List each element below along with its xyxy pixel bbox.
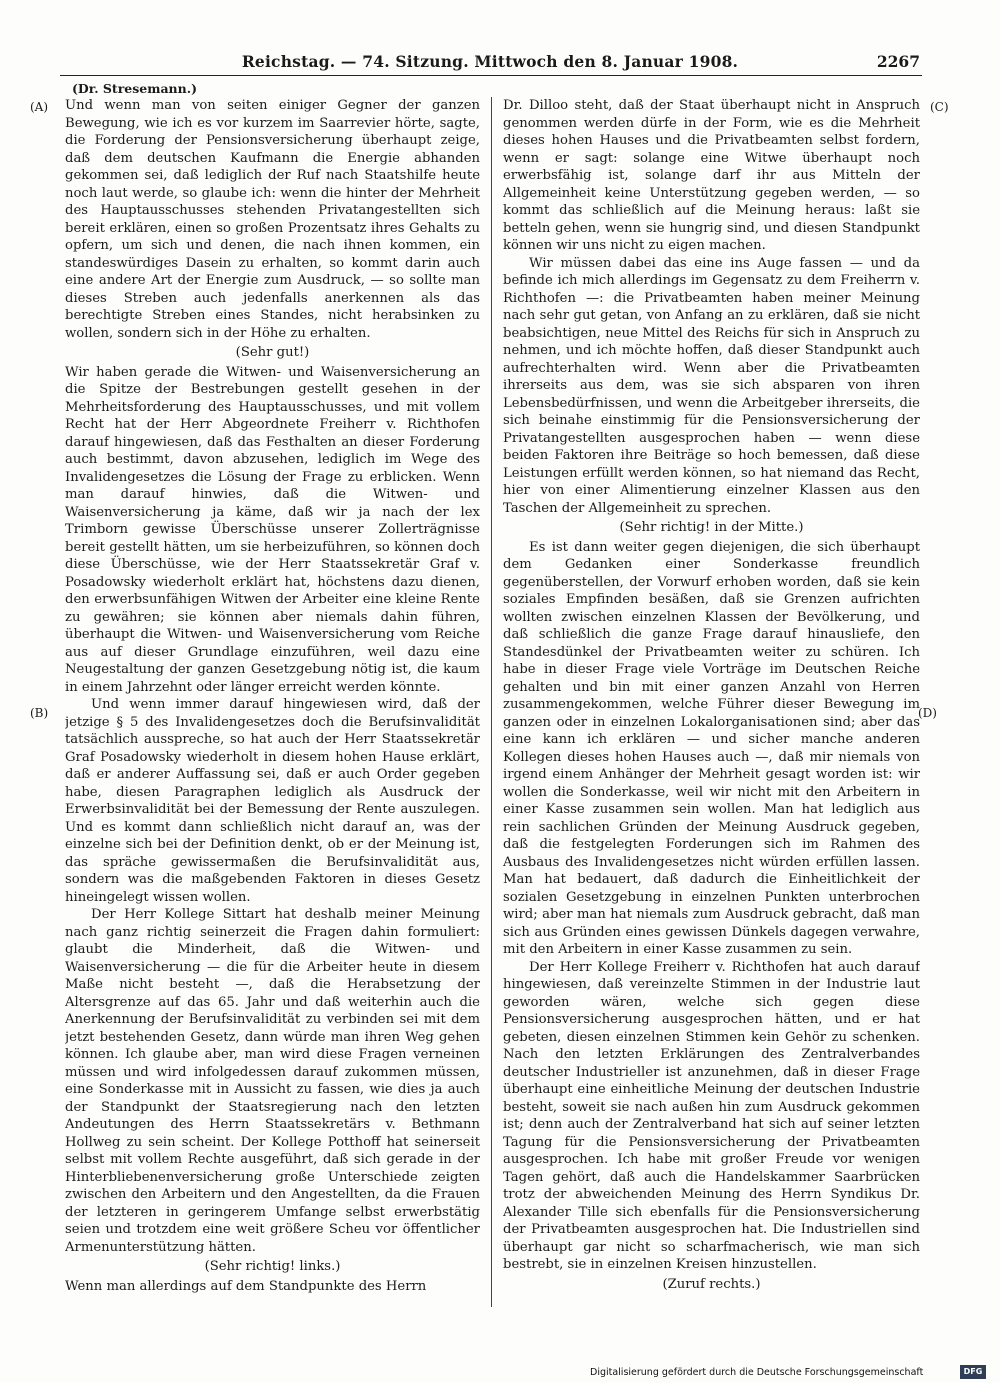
column-divider	[491, 97, 492, 1307]
paragraph: Und wenn man von seiten einiger Gegner der ganzen Bewegung, wie ich es vor kurzem im Saarrevier hörte, sagte, die Forderung der Pensionsversicherung überhaupt zeige, daß dem deutschen Kaufmann die Energie abhanden gekommen sei, daß lediglich der Ruf nach Staatshilfe heute noch laut werde, so glaube ich: wenn die hinter der Mehrheit des Hauptausschusses stehenden Privatangestellten sich bereit erklären, einen so großen Prozentsatz ihres Gehalts zu opfern, um sich und denen, die nach ihnen kommen, ein standeswürdiges Dasein zu erhalten, so kommt darin auch eine andere Art der Energie zum Ausdruck, — so sollte man dieses Streben auch jedenfalls anerkennen als das berechtigte Streben eines Standes, nicht herabsinken zu wollen, sondern sich in der Höhe zu erhalten.	[65, 98, 480, 341]
right-column	[503, 97, 920, 1312]
running-head	[60, 52, 920, 74]
paragraph: Und wenn immer darauf hingewiesen wird, daß der jetzige § 5 des Invalidengesetzes doch die Berufsinvalidität tatsächlich ausspreche, so hat auch der Herr Staatssekretär Graf Posadowsky wiederholt in diesem hohen Hause erklärt, daß er anderer Auffassung sei, daß er auch Order gegeben habe, diesen Paragraphen lediglich als Ausdruck der Erwerbsinvalidität bei der Bemessung der Rente auszulegen. Und es kommt dann schließlich nicht darauf an, was der einzelne sich bei der Definition denkt, ob er der Meinung ist, das spräche gewissermaßen die Berufsinvalidität aus, sondern was die maßgebenden Faktoren in dieses Gesetz hineingelegt wissen wollen.	[65, 697, 480, 905]
margin-mark-b: (B)	[30, 706, 49, 720]
header-title: Reichstag. — 74. Sitzung. Mittwoch den 8. Januar 1908.	[241, 52, 739, 71]
speaker-tag: (Dr. Stresemann.)	[72, 81, 197, 96]
interjection: (Zuruf rechts.)	[662, 1276, 761, 1292]
header-rule	[60, 75, 922, 76]
margin-mark-c: (C)	[930, 100, 949, 114]
interjection: (Sehr richtig! in der Mitte.)	[619, 520, 804, 535]
paragraph: Wir haben gerade die Witwen- und Waisenversicherung an die Spitze der Bestrebungen gestellt gesehen in der Mehrheitsforderung des Hauptausschusses, und mit vollem Recht hat der Herr Abgeordnete Freiherr v. Richthofen darauf hingewiesen, daß das Festhalten an dieser Forderung auch bestimmt, davon abzusehen, lediglich im Wege des Invalidengesetzes die Lösung der Frage zu erblicken. Wenn man darauf hinwies, daß die Witwen- und Waisenversicherung ja käme, daß wir ja nach der lex Trimborn gewisse Überschüsse unserer Zollerträgnisse bereit gestellt hätten, um sie herbeizuführen, so können doch diese Überschüsse, wie der Herr Staatssekretär Graf v. Posadowsky wiederholt erklärt hat, höchstens dazu dienen, den erwerbsunfähigen Witwen der Arbeiter eine kleine Rente zu gewähren; sie können aber niemals dahin führen, überhaupt die Witwen- und Waisenversicherung vom Reiche aus auf dieser Grundlage einzuführen, weil dazu eine Neugestaltung der ganzen Gesetzgebung nötig ist, die kaum in einem Jahrzehnt oder länger erreicht werden könnte.	[65, 364, 480, 695]
paragraph: Wir müssen dabei das eine ins Auge fassen — und da befinde ich mich allerdings im Gegensatz zu dem Freiherrn v. Richthofen —: die Privatbeamten haben meiner Meinung nach sehr gut getan, von Anfang an zu erklären, daß sie nicht beabsichtigen, neue Mittel des Reichs für sich in Anspruch zu nehmen, und ich möchte hoffen, daß dieser Standpunkt auch aufrechterhalten wird. Wenn aber die Privatbeamten ihrerseits aus dem, was sie sich absparen von ihren Lebensbedürfnissen, und wenn die Arbeitgeber ihrerseits, die sich beinahe einstimmig für die Pensionsversicherung der Privatangestellten ausgesprochen haben — wenn diese beiden Faktoren ihre Beiträge so hoch bemessen, daß diese Leistungen erfüllt werden können, so hat niemand das Recht, hier von einer Alimentierung einzelner Klassen aus den Taschen der Allgemeinheit zu sprechen.	[503, 255, 920, 516]
footer	[590, 1365, 990, 1381]
page-number: 2267	[876, 52, 920, 71]
paragraph: Dr. Dilloo steht, daß der Staat überhaupt nicht in Anspruch genommen werden dürfe in der Form, wie es die Mehrheit dieses hohen Hauses und die Privatbeamten selbst fordern, wenn er sagt: solange eine Witwe überhaupt noch erwerbsfähig ist, solange darf ihr aus Mitteln der Allgemeinheit keine Unterstützung gegeben werden, — so kommt das schließlich auf die Meinung heraus: laßt sie betteln gehen, wenn sie hungrig sind, und diesen Standpunkt können wir uns nicht zu eigen machen.	[503, 98, 920, 253]
paragraph: Wenn man allerdings auf dem Standpunkte des Herrn	[65, 1278, 427, 1294]
paragraph: Der Herr Kollege Sittart hat deshalb meiner Meinung nach ganz richtig seinerzeit die Fragen dahin formuliert: glaubt die Minderheit, daß die Witwen- und Waisenversicherung — die für die Arbeiter heute in diesem Maße nicht besteht —, daß die Herabsetzung der Altersgrenze auf das 65. Jahr und daß weiterhin auch die Anerkennung der Berufsinvalidität zu verbinden sei mit dem jetzt bestehenden Gesetz, dann würde man ihren Weg gehen können. Ich glaube aber, man wird diese Fragen verneinen müssen und wird infolgedessen darauf zukommen müssen, eine Sonderkasse mit in Aussicht zu fassen, wie dies ja auch der Standpunkt der Staatsregierung nach den letzten Andeutungen des Herrn Staatssekretärs v. Bethmann Hollweg zu sein scheint. Der Kollege Potthoff hat seinerseit selbst mit vollem Rechte ausgeführt, daß sich gerade in der Hinterbliebenenversicherung große Unterschiede zeigten zwischen den Arbeitern und den Angestellten, da die Frauen der letzteren in geringerem Umfange selbst erwerbstätig seien und trotzdem eine weit größere Scheu vor öffentlicher Armenunterstützung hätten.	[65, 907, 480, 1255]
left-column	[65, 97, 480, 1312]
dfg-logo: DFG	[960, 1365, 986, 1379]
interjection: (Sehr gut!)	[235, 345, 310, 360]
digitization-credit: Digitalisierung gefördert durch die Deutsche Forschungsgemeinschaft	[590, 1367, 924, 1378]
interjection: (Sehr richtig! links.)	[204, 1259, 341, 1274]
paragraph: Der Herr Kollege Freiherr v. Richthofen hat auch darauf hingewiesen, daß vereinzelte Stimmen in der Industrie laut geworden wären, welche sich gegen diese Pensionsversicherung ausgesprochen hätten, und er hat gebeten, diesen einzelnen Stimmen kein Gehör zu schenken. Nach den letzten Erklärungen des Zentralverbandes deutscher Industrieller ist anzunehmen, daß in dieser Frage überhaupt eine einheitliche Meinung der deutschen Industrie besteht, soweit sie nach außen hin zum Ausdruck gekommen ist; denn auch der Zentralverband hat sich auf seiner letzten Tagung für die Pensionsversicherung der Privatbeamten ausgesprochen. Ich habe mit großer Freude vor wenigen Tagen gehört, daß auch die Handelskammer Saarbrücken trotz der abweichenden Meinung des Herrn Syndikus Dr. Alexander Tille sich ebenfalls für die Pensionsversicherung der Privatbeamten ausgesprochen hat. Die Industriellen sind überhaupt gar nicht so scharfmacherisch, wie man sich bestrebt, sie in einzelnen Kreisen hinzustellen.	[503, 959, 920, 1272]
paragraph: Es ist dann weiter gegen diejenigen, die sich überhaupt dem Gedanken einer Sonderkasse freundlich gegenüberstellen, der Vorwurf erhoben worden, daß sie kein soziales Empfinden besäßen, daß sie Grenzen aufrichten wollten zwischen einzelnen Klassen der Bevölkerung, und daß schließlich die ganze Frage darauf hinausliefe, den Standesdünkel der Privatbeamten weiter zu schüren. Ich habe in dieser Frage viele Vorträge im Deutschen Reiche gehalten und bin mit einer ganzen Anzahl von Herren zusammengekommen, welche Führer dieser Bewegung im ganzen oder in einzelnen Lokalorganisationen sind; aber das eine kann ich erklären — und sicher manche anderen Kollegen dieses hohen Hauses auch —, daß mir niemals von irgend einem Anhänger der Mehrheit gesagt worden ist: wir wollen die Sonderkasse, weil wir nicht mit den Arbeitern in einer Kasse zusammen sein wollen. Man hat lediglich aus rein sachlichen Gründen der Meinung Ausdruck gegeben, daß die festgelegten Forderungen sich im Rahmen des Ausbaus des Invalidengesetzes nicht würden erfüllen lassen. Man hat bedauert, daß dadurch die Einheitlichkeit der sozialen Gesetzgebung in einzelnen Punkten unterbrochen wird; aber man hat niemals zum Ausdruck gebracht, daß man sich aus Gründen eines gewissen Dünkels dagegen verwahre, mit den Arbeitern in einer Kasse zusammen zu sein.	[503, 539, 920, 957]
margin-mark-d: (D)	[918, 706, 937, 720]
margin-mark-a: (A)	[30, 100, 49, 114]
